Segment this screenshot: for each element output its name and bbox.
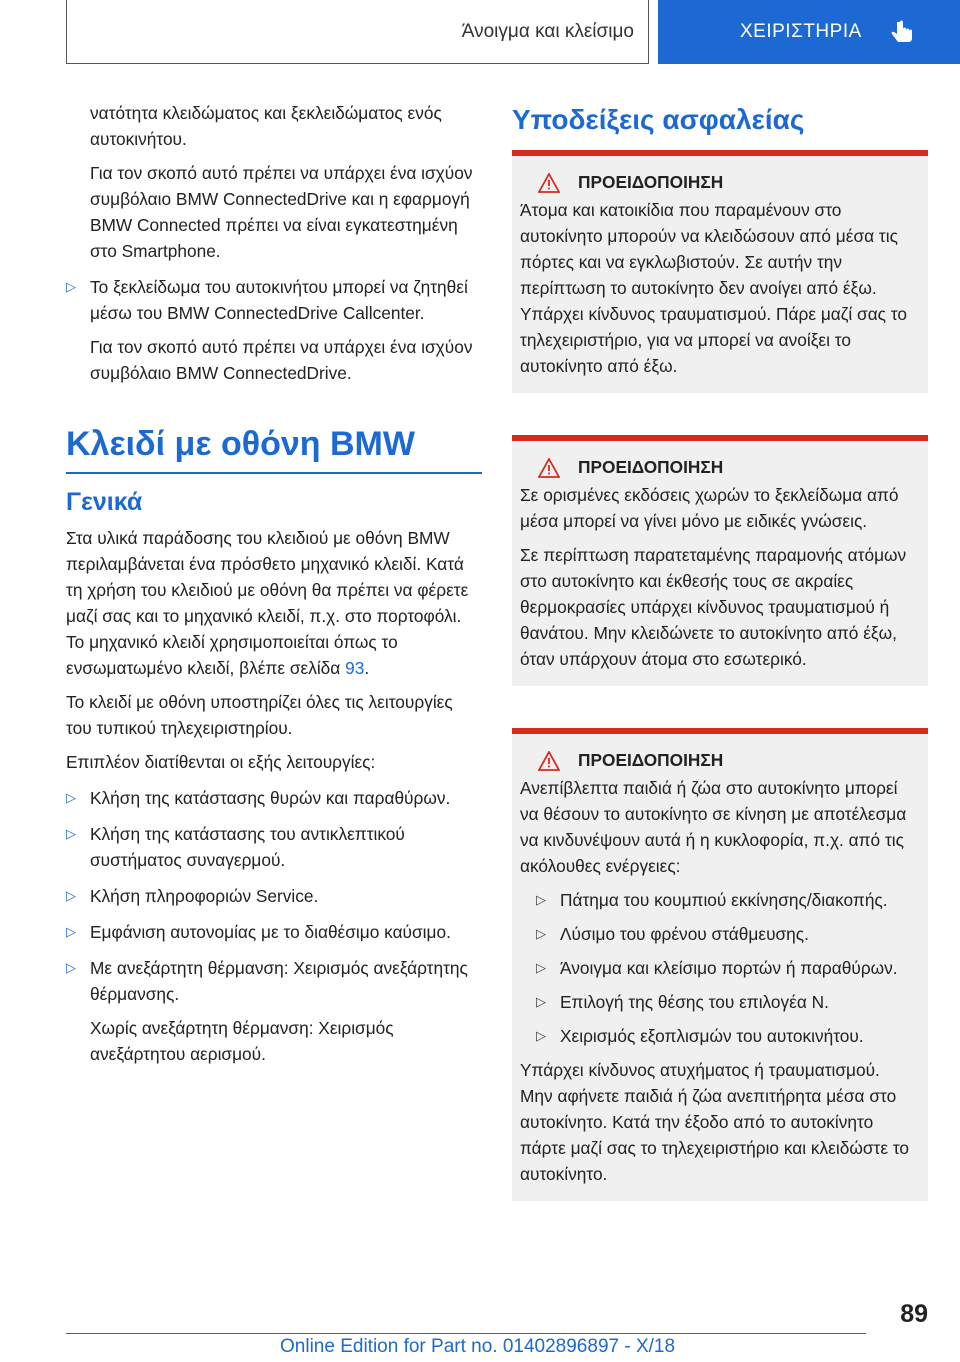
section-title: Άνοιγμα και κλείσιμο <box>461 20 634 42</box>
warning-label: ΠΡΟΕΙΔΟΠΟΙΗΣΗ <box>578 457 724 477</box>
list-item: ▷ Χειρισμός εξοπλισμών του αυτοκινήτου. <box>520 1023 916 1049</box>
paragraph: Το κλειδί με οθόνη υποστηρίζει όλες τις λειτουργίες του τυπικού τηλεχειριστηρίου. <box>66 691 453 738</box>
paragraph: Για τον σκοπό αυτό πρέπει να υπάρχει ένα ισχύον συμβόλαιο BMW ConnectedDrive και η εφαρμογή BMW Connected πρέπει να είναι εγκατεστημένη στο Smartphone. <box>90 163 473 261</box>
warning-text: Υπάρχει κίνδυνος ατυχήματος ή τραυματισμού. Μην αφήνετε παιδιά ή ζώα ανεπιτήρητα μέσα στο αυτοκίνητο. Κατά την έξοδο από το αυτοκίνητο πάρτε μαζί σας το τηλεχειριστήριο και κλειδώστε το αυτοκίνητο. <box>520 1060 910 1184</box>
warning-text: Σε ορισμένες εκδόσεις χωρών το ξεκλείδωμα από μέσα μπορεί να γίνει μόνο με ειδικές γνώσεις. <box>520 485 899 531</box>
warning-triangle-icon <box>538 173 560 193</box>
warning-label: ΠΡΟΕΙΔΟΠΟΙΗΣΗ <box>578 750 724 770</box>
safety-heading: Υποδείξεις ασφαλείας <box>512 104 805 135</box>
warning-box <box>512 150 928 393</box>
footer-edition: Online Edition for Part no. 01402896897 - X/18 <box>280 1336 676 1357</box>
warning-triangle-icon <box>538 458 560 478</box>
subsection-heading: Γενικά <box>66 487 143 516</box>
paragraph: Για τον σκοπό αυτό πρέπει να υπάρχει ένα ισχύον συμβόλαιο BMW ConnectedDrive. <box>90 337 473 383</box>
paragraph <box>66 525 482 681</box>
hand-pointer-icon <box>890 20 916 46</box>
heading-rule <box>66 472 482 474</box>
page-link[interactable]: 93 <box>345 657 365 678</box>
page-number: 89 <box>900 1300 928 1328</box>
chapter-title: ΧΕΙΡΙΣΤΗΡΙΑ <box>740 21 862 42</box>
paragraph: Επιπλέον διατίθενται οι εξής λειτουργίες: <box>66 751 376 772</box>
list-item: ▷ Εμφάνιση αυτονομίας με το διαθέσιμο καύσιμο. <box>66 919 482 945</box>
warning-header <box>520 457 916 478</box>
list-item: ▷ Κλήση της κατάστασης του αντικλεπτικού συστήματος συναγερμού. <box>66 821 482 873</box>
paragraph: Χωρίς ανεξάρτητη θέρμανση: Χειρισμός ανεξάρτητου αερισμού. <box>90 1017 394 1064</box>
warning-text: Άτομα και κατοικίδια που παραμένουν στο αυτοκίνητο μπορούν να κλειδώσουν από μέσα τις πόρτες και να εγκλωβιστούν. Σε αυτήν την περίπτωση το αυτοκίνητο δεν ανοίγει από έξω. Υπάρχει κίνδυνος τραυματισμού. Πάρε μαζί σας το τηλεχειριστήριο, για να μπορεί να ανοίξει το αυτοκίνητο από έξω. <box>520 200 908 376</box>
warning-triangle-icon <box>538 751 560 771</box>
list-item: ▷ Με ανεξάρτητη θέρμανση: Χειρισμός ανεξάρτητης θέρμανσης. <box>66 955 482 1007</box>
warning-text: Ανεπίβλεπτα παιδιά ή ζώα στο αυτοκίνητο μπορεί να θέσουν το αυτοκίνητο σε κίνηση με αποτέλεσμα να κινδυνέψουν αυτά ή η κυκλοφορία, π.χ. από τις ακόλουθες ενέργειες: <box>520 778 907 876</box>
list-item: ▷ Πάτημα του κουμπιού εκκίνησης/διακοπής. <box>520 887 916 913</box>
list-item: ▷ Το ξεκλείδωμα του αυτοκινήτου μπορεί να ζητηθεί μέσω του BMW ConnectedDrive Callcenter. <box>66 274 482 326</box>
section-heading: Κλειδί με οθόνη BMW <box>66 425 415 463</box>
warning-box <box>512 728 928 1201</box>
list-item: ▷ Κλήση πληροφοριών Service. <box>66 883 482 909</box>
list-item: ▷ Λύσιμο του φρένου στάθμευσης. <box>520 921 916 947</box>
warning-box <box>512 435 928 686</box>
paragraph: νατότητα κλειδώματος και ξεκλειδώματος ενός αυτοκινήτου. <box>90 103 442 149</box>
header-section-box <box>66 0 649 64</box>
warning-header <box>520 750 916 771</box>
left-column <box>66 100 482 1067</box>
paragraph-text: Στα υλικά παράδοσης του κλειδιού με οθόνη BMW περιλαμβάνεται ένα πρόσθετο μηχανικό κλειδί. Κατά τη χρήση του κλειδιού με οθόνη θα πρέπει να φέρετε μαζί σας και το μηχανικό κλειδί, π.χ. στο πορτοφόλι. Το μηχανικό κλειδί χρησιμοποιείται όπως το ενσωματωμένο κλειδί, βλέπε σελίδα <box>66 527 469 678</box>
warning-text: Σε περίπτωση παρατεταμένης παραμονής ατόμων στο αυτοκίνητο και έκθεσής τους σε ακραίες θερμοκρασίες υπάρχει κίνδυνος τραυματισμού ή θανάτου. Μην κλειδώνετε το αυτοκίνητο από έξω, όταν υπάρχουν άτομα στο εσωτερικό. <box>520 545 907 669</box>
list-item: ▷ Επιλογή της θέσης του επιλογέα N. <box>520 989 916 1015</box>
paragraph-text: . <box>364 657 370 678</box>
warning-header <box>520 172 916 193</box>
list-item: ▷ Κλήση της κατάστασης θυρών και παραθύρων. <box>66 785 482 811</box>
header-chapter-tab[interactable] <box>658 0 960 64</box>
right-column <box>512 100 928 1243</box>
list-item: ▷ Άνοιγμα και κλείσιμο πορτών ή παραθύρων. <box>520 955 916 981</box>
warning-label: ΠΡΟΕΙΔΟΠΟΙΗΣΗ <box>578 172 724 192</box>
footer-rule <box>66 1333 866 1334</box>
